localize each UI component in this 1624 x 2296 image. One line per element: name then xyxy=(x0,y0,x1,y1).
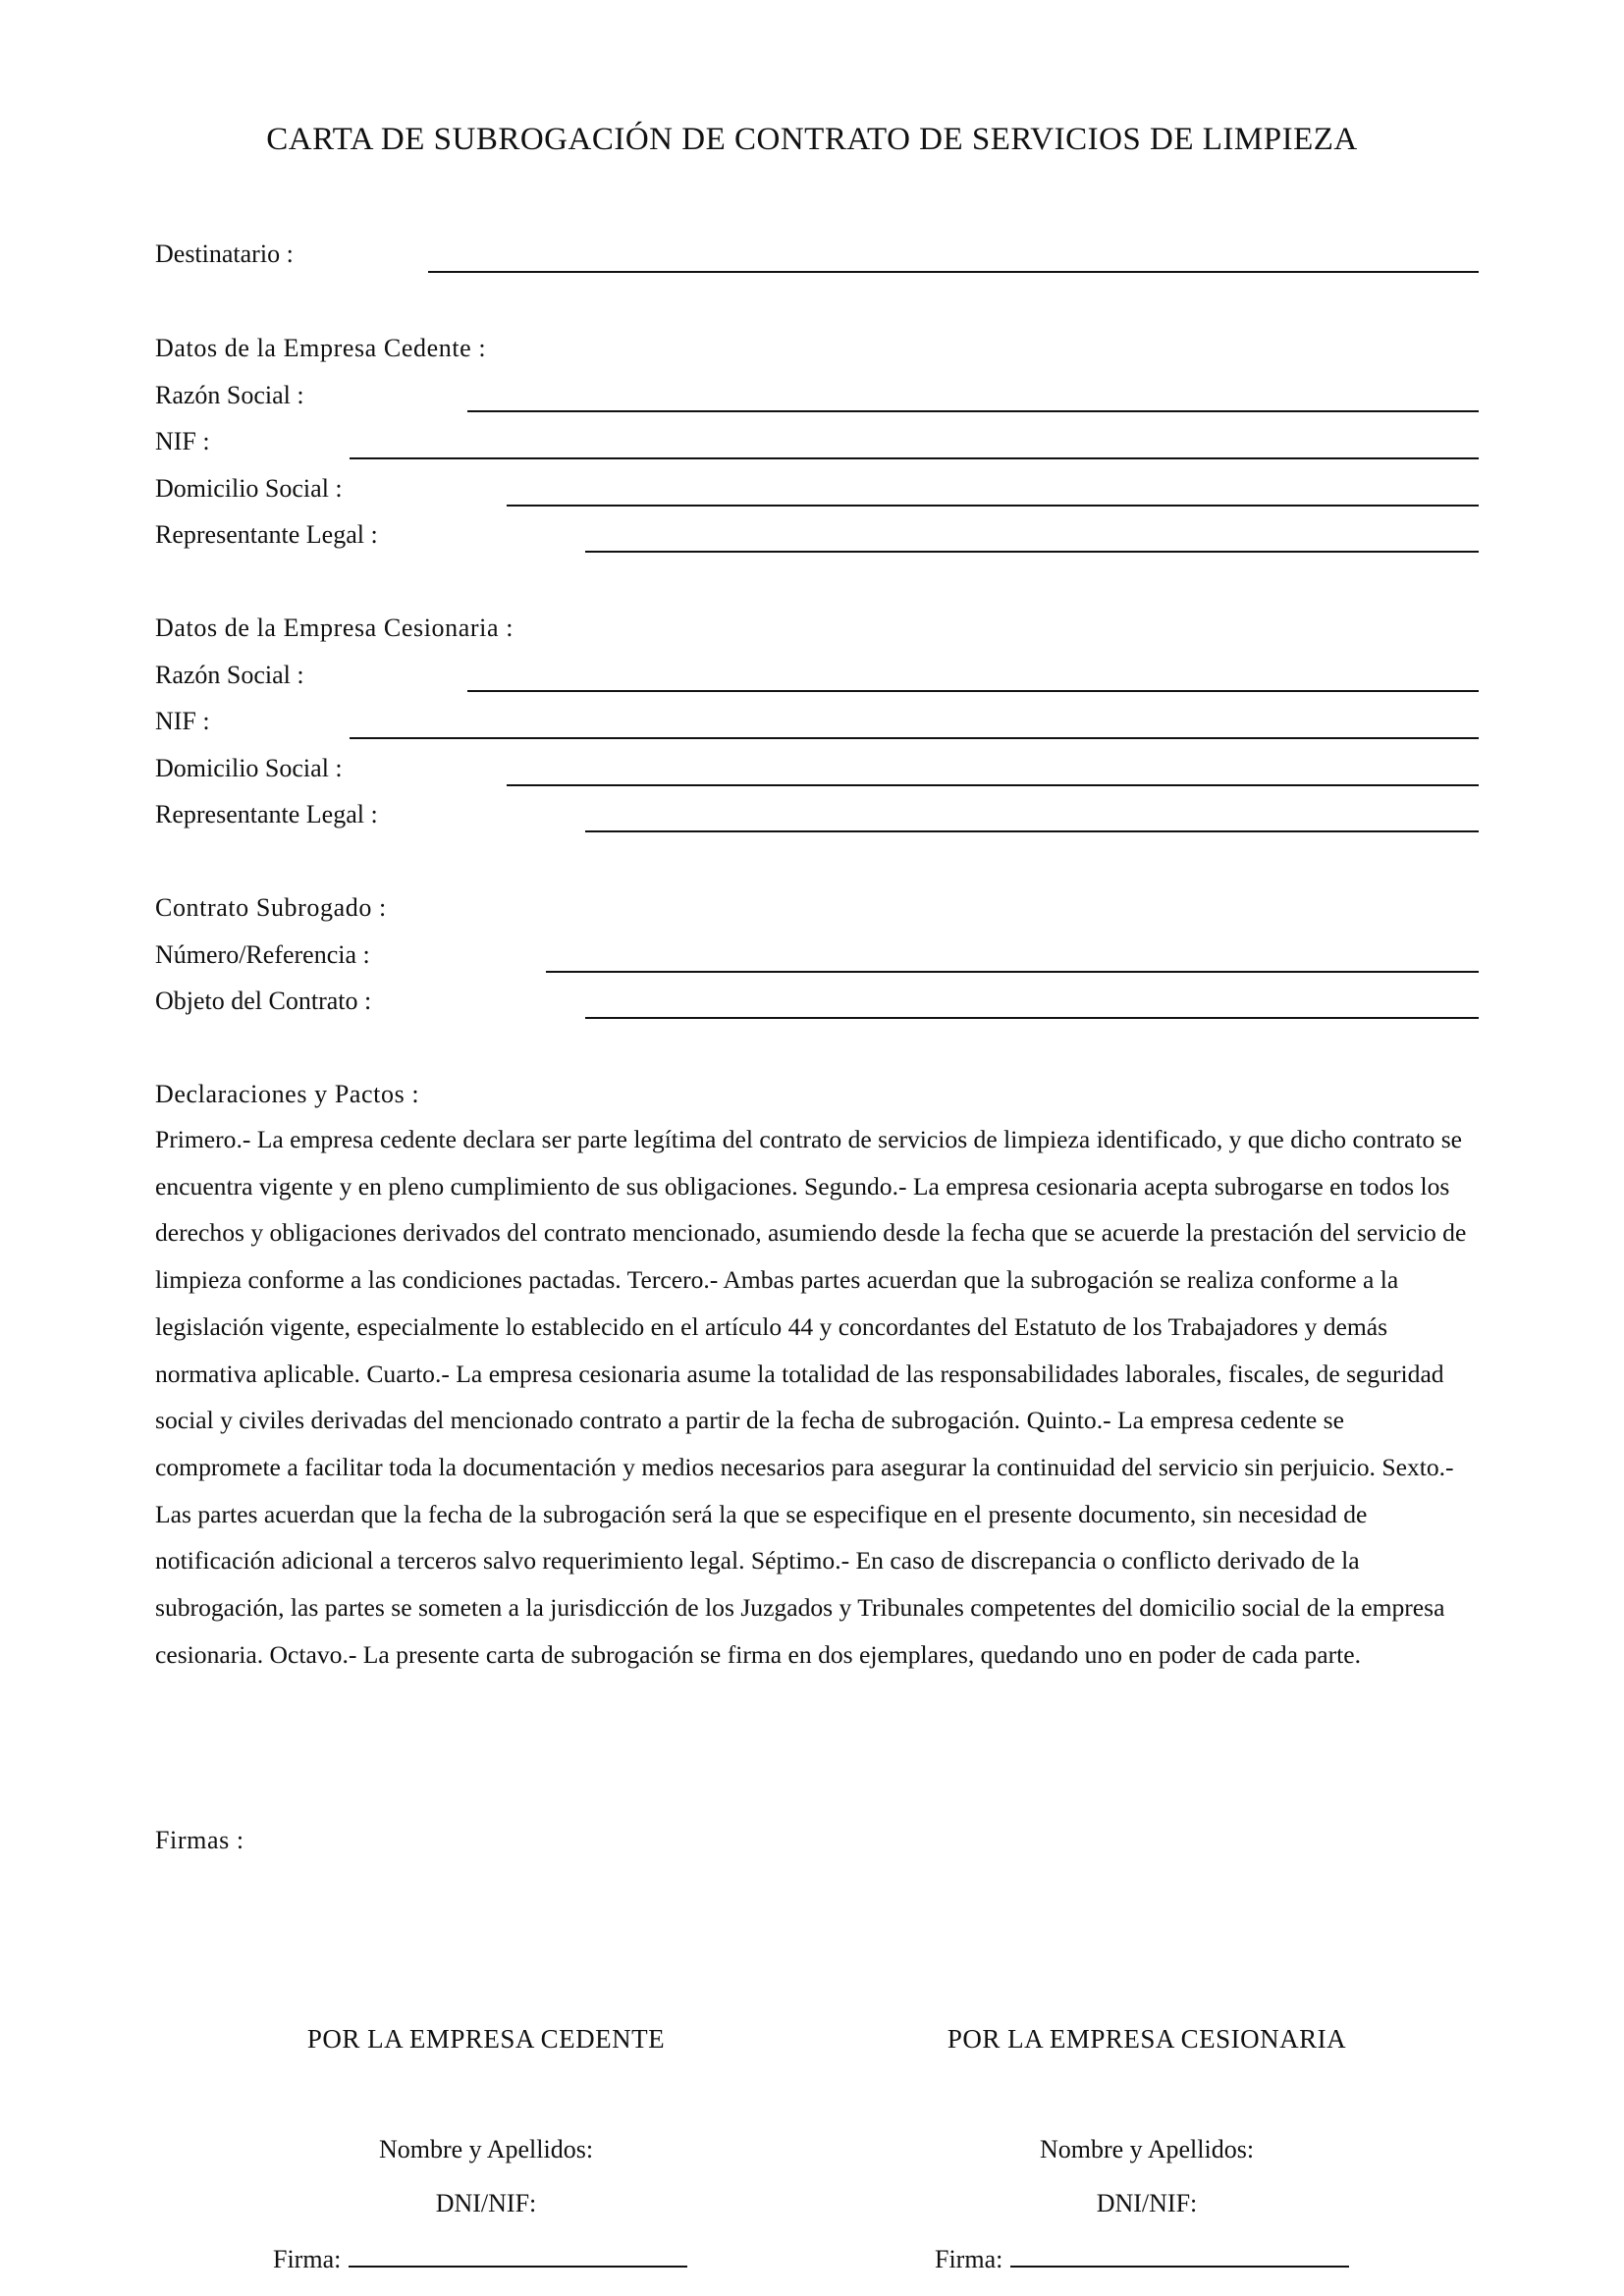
cedente-razon-social-field[interactable] xyxy=(467,410,1479,412)
contrato-heading: Contrato Subrogado : xyxy=(155,893,387,922)
firma-cedente-row xyxy=(273,2244,687,2274)
cesionaria-razon-social-label: Razón Social : xyxy=(155,661,304,689)
firma-cesionaria-nombre-label: Nombre y Apellidos: xyxy=(1039,2135,1255,2163)
cedente-heading: Datos de la Empresa Cedente : xyxy=(155,334,487,362)
cesionaria-nif-field[interactable] xyxy=(350,737,1479,739)
cedente-domicilio-label: Domicilio Social : xyxy=(155,474,343,503)
firma-cedente-label: Firma: xyxy=(273,2245,342,2273)
cedente-razon-social-label: Razón Social : xyxy=(155,381,304,409)
cesionaria-razon-social-field[interactable] xyxy=(467,690,1479,692)
cesionaria-representante-label: Representante Legal : xyxy=(155,800,378,828)
cesionaria-domicilio-field[interactable] xyxy=(507,784,1479,786)
contrato-objeto-field[interactable] xyxy=(585,1017,1479,1019)
cesionaria-representante-field[interactable] xyxy=(585,830,1479,832)
cedente-representante-field[interactable] xyxy=(585,551,1479,553)
firma-cedente-dni-label: DNI/NIF: xyxy=(435,2189,537,2217)
contrato-numero-label: Número/Referencia : xyxy=(155,940,370,969)
cesionaria-domicilio-label: Domicilio Social : xyxy=(155,754,343,782)
cedente-domicilio-field[interactable] xyxy=(507,505,1479,507)
document-title: CARTA DE SUBROGACIÓN DE CONTRATO DE SERVICIOS DE LIMPIEZA xyxy=(266,122,1358,157)
firma-cesionaria-title: POR LA EMPRESA CESIONARIA xyxy=(947,2024,1347,2054)
firma-cesionaria-signature-line[interactable] xyxy=(1010,2244,1349,2268)
firma-cesionaria-row xyxy=(935,2244,1349,2274)
firma-cedente-title: POR LA EMPRESA CEDENTE xyxy=(306,2024,666,2054)
declaraciones-heading: Declaraciones y Pactos : xyxy=(155,1080,420,1108)
cedente-nif-label: NIF : xyxy=(155,427,210,455)
firma-cesionaria-label: Firma: xyxy=(935,2245,1003,2273)
firmas-heading: Firmas : xyxy=(155,1826,244,1854)
contrato-numero-field[interactable] xyxy=(546,971,1479,973)
cesionaria-nif-label: NIF : xyxy=(155,707,210,735)
cedente-representante-label: Representante Legal : xyxy=(155,520,378,549)
recipient-field-line[interactable] xyxy=(428,271,1479,273)
declaraciones-text: Primero.- La empresa cedente declara ser parte legítima del contrato de servicios de limpieza identificado, y que dicho contrato se encuentra vigente y en pleno cumplimiento de sus obligaciones. Segundo.- La empresa cesionaria acepta subrogarse en todos los derechos y obligaciones derivados del contrato mencionado, asumiendo desde la fecha que se acuerde la prestación del servicio de limpieza conforme a las condiciones pactadas. Tercero.- Ambas partes acuerdan que la subrogación se realiza conforme a la legislación vigente, especialmente lo establecido en el artículo 44 y concordantes del Estatuto de los Trabajadores y demás normativa aplicable. Cuarto.- La empresa cesionaria asume la totalidad de las responsabilidades laborales, fiscales, de seguridad social y civiles derivadas del mencionado contrato a partir de la fecha de subrogación. Quinto.- La empresa cedente se compromete a facilitar toda la documentación y medios necesarios para asegurar la continuidad del servicio sin perjuicio. Sexto.- Las partes acuerdan que la fecha de la subrogación será la que se especifique en el presente documento, sin necesidad de notificación adicional a terceros salvo requerimiento legal. Séptimo.- En caso de discrepancia o conflicto derivado de la subrogación, las partes se someten a la jurisdicción de los Juzgados y Tribunales competentes del domicilio social de la empresa cesionaria. Octavo.- La presente carta de subrogación se firma en dos ejemplares, quedando uno en poder de cada parte. xyxy=(155,1125,1467,1669)
firma-cesionaria-dni-label: DNI/NIF: xyxy=(1096,2189,1198,2217)
firma-cedente-signature-line[interactable] xyxy=(349,2244,687,2268)
recipient-label: Destinatario : xyxy=(155,240,294,268)
firma-cedente-nombre-label: Nombre y Apellidos: xyxy=(378,2135,594,2163)
cesionaria-heading: Datos de la Empresa Cesionaria : xyxy=(155,614,514,642)
cedente-nif-field[interactable] xyxy=(350,457,1479,459)
contrato-objeto-label: Objeto del Contrato : xyxy=(155,987,372,1015)
